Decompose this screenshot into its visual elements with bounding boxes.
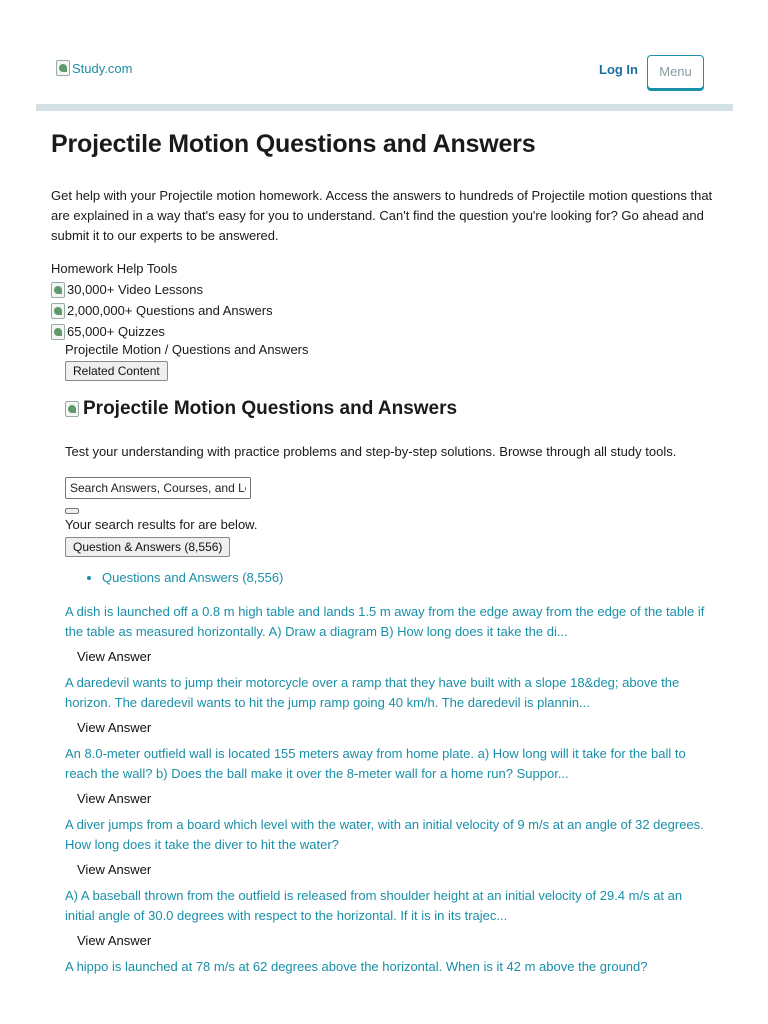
section-subtitle: Test your understanding with practice problems and step-by-step solutions. Browse through all study tools. [65, 444, 677, 459]
list-item [65, 815, 715, 879]
homework-help-tools [51, 258, 273, 342]
question-list [65, 602, 715, 981]
section-title [65, 398, 457, 420]
menu-button[interactable]: Menu [647, 55, 704, 89]
quizzes-icon [51, 324, 65, 340]
question-link[interactable]: A diver jumps from a board which level with the water, with an initial velocity of 9 m/s at an angle of 32 degrees. How long does it take the diver to hit the water? [65, 817, 704, 852]
header-divider [36, 104, 733, 111]
tab-questions-answers[interactable]: • Questions and Answers (8,556) [102, 568, 283, 588]
broken-image-icon [56, 60, 70, 76]
tools-heading: Homework Help Tools [51, 261, 178, 276]
login-link[interactable]: Log In [599, 62, 638, 77]
view-answer-button[interactable]: View Answer [77, 791, 152, 806]
site-header [0, 0, 768, 112]
logo-alt-text: Study.com [72, 60, 133, 76]
view-answer-button[interactable]: View Answer [77, 862, 152, 877]
list-item [65, 602, 715, 666]
list-item [65, 957, 715, 977]
search-input[interactable] [65, 477, 251, 499]
tool-item-questions-answers [51, 300, 273, 321]
question-link[interactable]: A) A baseball thrown from the outfield is released from shoulder height at an initial velocity of 29.4 m/s at an initial angle of 30.0 degrees with respect to the horizontal. If it is in its trajec... [65, 888, 683, 923]
view-answer-button[interactable]: View Answer [77, 720, 152, 735]
question-link[interactable]: A dish is launched off a 0.8 m high table and lands 1.5 m away from the edge away from the edge of the table if the table as measured horizontally. A) Draw a diagram B) How long does it take the di... [65, 604, 705, 639]
questions-answers-icon [51, 303, 65, 319]
list-item [65, 673, 715, 737]
question-answers-button[interactable]: Question & Answers (8,556) [65, 537, 230, 557]
list-item [65, 886, 715, 950]
tool-label: 2,000,000+ Questions and Answers [67, 303, 273, 318]
related-content-button[interactable]: Related Content [65, 361, 168, 381]
section-title-text: Projectile Motion Questions and Answers [83, 398, 458, 419]
search-submit-button[interactable] [65, 508, 79, 514]
results-tab-list [86, 568, 283, 588]
video-lessons-icon [51, 282, 65, 298]
question-link[interactable]: A hippo is launched at 78 m/s at 62 degrees above the horizontal. When is it 42 m above the ground? [65, 959, 648, 974]
view-answer-button[interactable]: View Answer [77, 933, 152, 948]
section-image-icon [65, 401, 79, 417]
tool-item-quizzes [51, 321, 273, 342]
search-results-text: Your search results for are below. [65, 517, 258, 532]
study-logo-link[interactable] [56, 60, 132, 76]
tool-label: 30,000+ Video Lessons [67, 282, 204, 297]
list-item [65, 744, 715, 808]
question-link[interactable]: An 8.0-meter outfield wall is located 155 meters away from home plate. a) How long will it take for the ball to reach the wall? b) Does the ball make it over the 8-meter wall for a home run? Suppor... [65, 746, 686, 781]
page-title: Projectile Motion Questions and Answers [51, 130, 536, 158]
tool-item-video-lessons [51, 279, 273, 300]
question-link[interactable]: A daredevil wants to jump their motorcycle over a ramp that they have built with a slope 18&deg; above the horizon. The daredevil wants to hit the jump ramp going 40 km/h. The daredevil is plannin... [65, 675, 680, 710]
tool-label: 65,000+ Quizzes [67, 324, 165, 339]
breadcrumb: Projectile Motion / Questions and Answers [65, 342, 309, 357]
view-answer-button[interactable]: View Answer [77, 649, 152, 664]
page-intro: Get help with your Projectile motion homework. Access the answers to hundreds of Projectile motion questions that are explained in a way that's easy for you to understand. Can't find the question you're looking for? Go ahead and submit it to our experts to be answered. [51, 188, 713, 243]
